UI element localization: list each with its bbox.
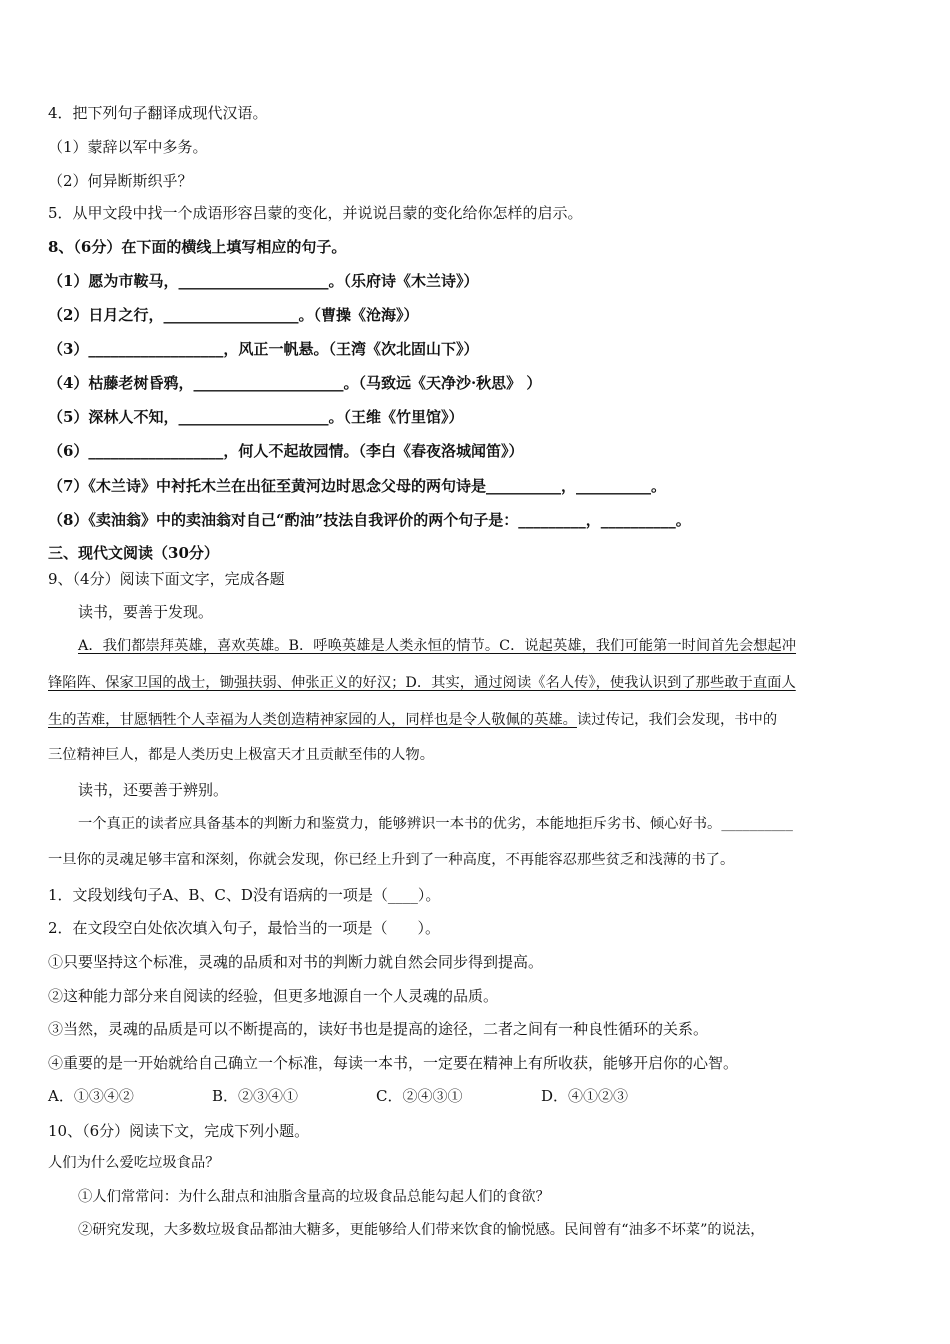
q9-line-3: [48, 710, 777, 730]
q9-underlined-line-2: 锋陷阵、保家卫国的战士，锄强扶弱、伸张正义的好汉；D．其实，通过阅读《名人传》，使我认识到了那些敢于直面人: [48, 675, 796, 691]
q9-sentence-4: ④重要的是一开始就给自己确立一个标准，每读一本书，一定要在精神上有所收获，能够开启你的心智。: [48, 1054, 739, 1072]
q9-underlined-line-1: A．我们都崇拜英雄，喜欢英雄。B．呼唤英雄是人类永恒的情节。C．说起英雄，我们可能第一时间首先会想起冲: [78, 638, 797, 654]
question-9-title: 9、（4分）阅读下面文字，完成各题: [48, 570, 285, 588]
q9-underlined-line-3: 生的苦难，甘愿牺牲个人幸福为人类创造精神家园的人，同样也是令人敬佩的英雄。: [48, 712, 577, 728]
option-c: C．②④③①: [376, 1087, 463, 1105]
q9-line-3-rest: 读过传记，我们会发现，书中的: [576, 712, 778, 728]
q9-sentence-3: ③当然，灵魂的品质是可以不断提高的，读好书也是提高的途径，二者之间有一种良性循环的关系。: [48, 1020, 709, 1038]
q9-subquestion-1: 1．文段划线句子A、B、C、D没有语病的一项是（____）。: [48, 886, 441, 904]
question-8-item-5: （5）深林人不知，____________________。（王维《竹里馆》）: [48, 408, 464, 426]
question-8-item-6: （6）__________________，何人不起故园情。（李白《春夜洛城闻笛》）: [48, 442, 524, 460]
q10-paragraph-1: ①人们常常问：为什么甜点和油脂含量高的垃圾食品总能勾起人们的食欲？: [78, 1189, 550, 1205]
question-4-item-2: （2）何异断斯织乎？: [48, 172, 193, 190]
section-3-heading: 三、现代文阅读（30分）: [48, 544, 219, 562]
q10-paragraph-2: ②研究发现，大多数垃圾食品都油大糖多，更能够给人们带来饮食的愉悦感。民间曾有“油多不坏菜”的说法，: [78, 1222, 765, 1238]
question-5: 5．从甲文段中找一个成语形容吕蒙的变化，并说说吕蒙的变化给你怎样的启示。: [48, 204, 583, 222]
question-8-item-7: （7）《木兰诗》中衬托木兰在出征至黄河边时思念父母的两句诗是__________，__________。: [48, 477, 666, 495]
q9-paragraph-4-line-1: 一个真正的读者应具备基本的判断力和鉴赏力，能够辨识一本书的优劣，本能地拒斥劣书、倾心好书。__________: [78, 816, 793, 832]
q9-line-4: 三位精神巨人，都是人类历史上极富天才且贡献至伟的人物。: [48, 747, 435, 763]
question-8-title: 8、（6分）在下面的横线上填写相应的句子。: [48, 238, 347, 256]
option-d: D．④①②③: [541, 1087, 629, 1105]
question-4: 4．把下列句子翻译成现代汉语。: [48, 104, 268, 122]
q9-paragraph-4-line-2: 一旦你的灵魂足够丰富和深刻，你就会发现，你已经上升到了一种高度，不再能容忍那些贫乏和浅薄的书了。: [48, 852, 735, 868]
question-8-item-4: （4）枯藤老树昏鸦，____________________。（马致远《天净沙·秋思》 ）: [48, 374, 542, 392]
q9-paragraph-3: 读书，还要善于辨别。: [78, 781, 229, 799]
q9-sentence-1: ①只要坚持这个标准，灵魂的品质和对书的判断力就自然会同步得到提高。: [48, 953, 544, 971]
option-b: B．②③④①: [212, 1087, 299, 1105]
question-8-item-1: （1）愿为市鞍马，____________________。（乐府诗《木兰诗》）: [48, 272, 479, 290]
option-a: A．①③④②: [48, 1087, 134, 1105]
question-10-title: 10、（6分）阅读下文，完成下列小题。: [48, 1122, 310, 1140]
q9-paragraph-1: 读书，要善于发现。: [78, 603, 214, 621]
question-8-item-8: （8）《卖油翁》中的卖油翁对自己“酌油”技法自我评价的两个句子是：_________，__________。: [48, 511, 691, 529]
q9-subquestion-2: 2．在文段空白处依次填入句子，最恰当的一项是（ ）。: [48, 919, 441, 937]
question-8-item-3: （3）__________________，风正一帆悬。（王湾《次北固山下》）: [48, 340, 479, 358]
q9-sentence-2: ②这种能力部分来自阅读的经验，但更多地源自一个人灵魂的品质。: [48, 987, 499, 1005]
q10-article-title: 人们为什么爱吃垃圾食品？: [48, 1155, 220, 1171]
question-8-item-2: （2）日月之行，__________________。（曹操《沧海》）: [48, 306, 419, 324]
question-4-item-1: （1）蒙辞以军中多务。: [48, 138, 208, 156]
